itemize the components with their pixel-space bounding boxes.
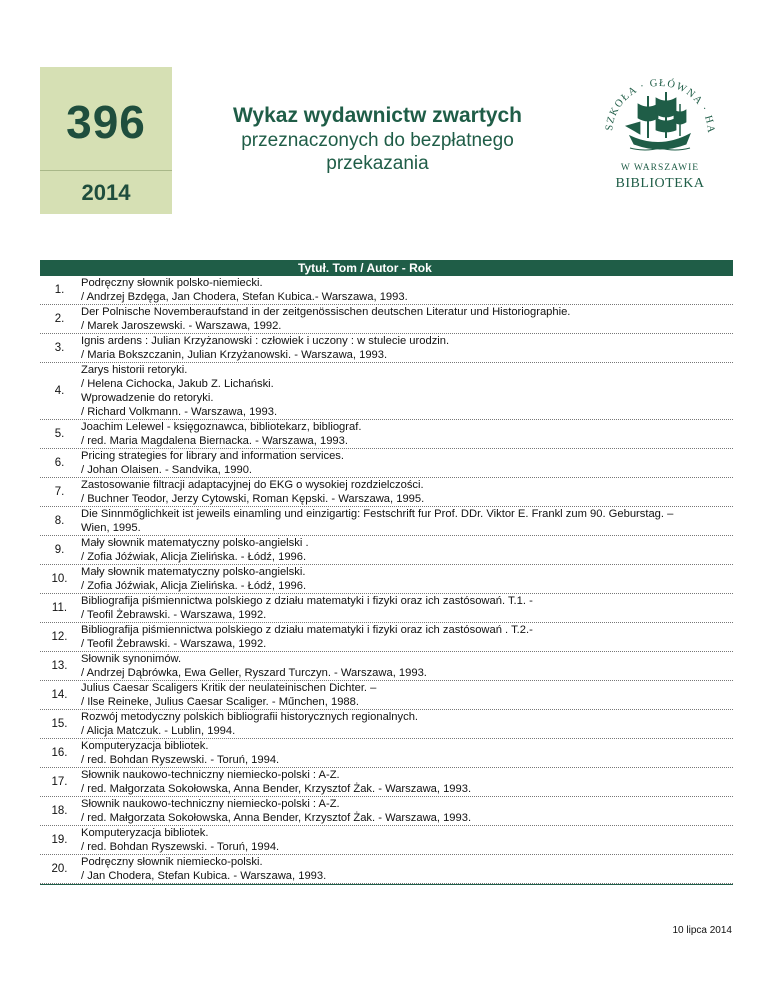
entry-line: Komputeryzacja bibliotek. <box>81 827 209 839</box>
table-row <box>40 420 733 449</box>
entry-line: / Zofia Jóźwiak, Alicja Zielińska. - Łódź, 1996. <box>81 551 307 563</box>
table-row <box>40 449 733 478</box>
entry-line: / red. Bohdan Ryszewski. - Toruń, 1994. <box>81 754 280 766</box>
row-entry <box>79 768 733 796</box>
entry-line: Joachim Lelewel - księgoznawca, bibliotekarz, bibliograf. <box>81 421 362 433</box>
entry-line: Julius Caesar Scaligers Kritik der neulateinischen Dichter. – <box>81 682 377 694</box>
table-row <box>40 594 733 623</box>
entry-line: / Marek Jaroszewski. - Warszawa, 1992. <box>81 320 282 332</box>
entry-line: / Andrzej Bzdęga, Jan Chodera, Stefan Kubica.- Warszawa, 1993. <box>81 291 408 303</box>
row-number: 8. <box>54 515 65 527</box>
entry-line: / Teofil Żebrawski. - Warszawa, 1992. <box>81 638 267 650</box>
row-entry <box>79 652 733 680</box>
entry-line: / red. Małgorzata Sokołowska, Anna Bender, Krzysztof Żak. - Warszawa, 1993. <box>81 812 472 824</box>
row-entry <box>79 449 733 477</box>
entry-line: Mały słownik matematyczny polsko-angielski . <box>81 537 309 549</box>
publications-table <box>40 260 733 885</box>
entry-line: Podręczny słownik niemiecko-polski. <box>81 856 263 868</box>
entry-line: Ignis ardens : Julian Krzyżanowski : człowiek i uczony : w stulecie urodzin. <box>81 335 450 347</box>
row-entry <box>79 363 733 419</box>
entry-line: / Teofil Żebrawski. - Warszawa, 1992. <box>81 609 267 621</box>
row-number: 15. <box>51 718 68 730</box>
entry-line: / red. Bohdan Ryszewski. - Toruń, 1994. <box>81 841 280 853</box>
table-row <box>40 276 733 305</box>
page-title: Wykaz wydawnictw zwartych <box>232 104 523 127</box>
row-entry <box>79 710 733 738</box>
entry-line: Słownik naukowo-techniczny niemiecko-polski : A-Z. <box>81 798 340 810</box>
row-entry <box>79 334 733 362</box>
entry-line: / Maria Bokszczanin, Julian Krzyżanowski. - Warszawa, 1993. <box>81 349 388 361</box>
row-number: 19. <box>51 834 68 846</box>
entry-line: Mały słownik matematyczny polsko-angielski. <box>81 566 306 578</box>
entry-line: / Helena Cichocka, Jakub Z. Lichański. <box>81 378 274 390</box>
row-number: 9. <box>54 544 65 556</box>
entry-line: / Alicja Matczuk. - Lublin, 1994. <box>81 725 236 737</box>
entry-line: / Zofia Jóźwiak, Alicja Zielińska. - Łódź, 1996. <box>81 580 307 592</box>
table-row <box>40 565 733 594</box>
table-header <box>40 260 733 276</box>
table-row <box>40 826 733 855</box>
row-entry <box>79 276 733 304</box>
row-entry <box>79 739 733 767</box>
entry-line: Rozwój metodyczny polskich bibliografii historycznych regionalnych. <box>81 711 419 723</box>
entry-line: / Buchner Teodor, Jerzy Cytowski, Roman Kępski. - Warszawa, 1995. <box>81 493 425 505</box>
table-row <box>40 363 733 420</box>
table-row <box>40 710 733 739</box>
entry-line: Wien, 1995. <box>81 522 141 534</box>
table-row <box>40 536 733 565</box>
row-number: 14. <box>51 689 68 701</box>
entry-line: Wprowadzenie do retoryki. <box>81 392 214 404</box>
row-entry <box>79 565 733 593</box>
row-entry <box>79 681 733 709</box>
entry-line: Der Polnische Novemberaufstand in der zeitgenössischen deutschen Literatur und Historiographie. <box>81 306 571 318</box>
entry-line: / red. Małgorzata Sokołowska, Anna Bender, Krzysztof Żak. - Warszawa, 1993. <box>81 783 472 795</box>
row-number: 1. <box>54 284 65 296</box>
catalog-number: 396 <box>66 96 146 148</box>
table-row <box>40 797 733 826</box>
row-number: 5. <box>54 428 65 440</box>
entry-line: / Johan Olaisen. - Sandvika, 1990. <box>81 464 253 476</box>
row-number: 11. <box>51 602 68 614</box>
table-row <box>40 478 733 507</box>
row-entry <box>79 420 733 448</box>
ship-icon <box>590 64 730 176</box>
row-number: 13. <box>51 660 68 672</box>
row-entry <box>79 623 733 651</box>
table-row <box>40 855 733 884</box>
row-entry <box>79 797 733 825</box>
entry-line: Słownik synonimów. <box>81 653 182 665</box>
entry-line: Komputeryzacja bibliotek. <box>81 740 209 752</box>
row-number: 18. <box>51 805 68 817</box>
library-label: BIBLIOTEKA <box>615 176 705 191</box>
entry-line: Pricing strategies for library and information services. <box>81 450 345 462</box>
table-row <box>40 739 733 768</box>
row-number: 10. <box>51 573 68 585</box>
svg-text:W WARSZAWIE: W WARSZAWIE <box>620 163 700 173</box>
table-row <box>40 652 733 681</box>
table-row <box>40 507 733 536</box>
row-number: 3. <box>54 342 65 354</box>
entry-line: Podręczny słownik polsko-niemiecki. <box>81 277 263 289</box>
entry-line: Bibliografija piśmiennictwa polskiego z działu matematyki i fizyki oraz ich zastósowań. T.1. - <box>81 595 533 607</box>
table-row <box>40 768 733 797</box>
catalog-number-box <box>40 67 172 214</box>
page-heading <box>200 103 555 175</box>
table-row <box>40 305 733 334</box>
row-number: 6. <box>54 457 65 469</box>
entry-line: / Ilse Reineke, Julius Caesar Scaliger. - Műnchen, 1988. <box>81 696 359 708</box>
table-row <box>40 334 733 363</box>
row-entry <box>79 478 733 506</box>
table-row <box>40 681 733 710</box>
row-number: 4. <box>54 385 65 397</box>
entry-line: Bibliografija piśmiennictwa polskiego z działu matematyki i fizyki oraz ich zastósowań . T.2.- <box>81 624 533 636</box>
row-number: 2. <box>54 313 65 325</box>
row-entry <box>79 507 733 535</box>
entry-line: Die Sinnmőglichkeit ist jeweils einamling und einzigartig: Festschrift fur Prof. DDr. Viktor E. Frankl zum 90. Geburstag. – <box>81 508 674 520</box>
table-body <box>40 276 733 884</box>
row-entry <box>79 855 733 883</box>
page-subtitle-line1: przeznaczonych do bezpłatnego <box>241 130 514 151</box>
row-number: 16. <box>51 747 68 759</box>
entry-line: / red. Maria Magdalena Biernacka. - Warszawa, 1993. <box>81 435 348 447</box>
table-header-label: Tytuł. Tom / Autor - Rok <box>298 261 432 275</box>
row-number: 20. <box>51 863 68 875</box>
row-number: 12. <box>51 631 68 643</box>
footer-date: 10 lipca 2014 <box>672 925 732 936</box>
svg-text:SZKOŁA · GŁÓWNA · HANDLOWA: SZKOŁA · GŁÓWNA · HA <box>604 77 717 135</box>
entry-line: / Richard Volkmann. - Warszawa, 1993. <box>81 406 278 418</box>
row-number: 7. <box>54 486 65 498</box>
entry-line: Zastosowanie filtracji adaptacyjnej do EKG o wysokiej rozdzielczości. <box>81 479 424 491</box>
table-bottom-rule <box>40 884 733 885</box>
entry-line: / Andrzej Dąbrówka, Ewa Geller, Ryszard Turczyn. - Warszawa, 1993. <box>81 667 427 679</box>
row-entry <box>79 305 733 333</box>
library-logo <box>590 64 730 200</box>
row-entry <box>79 826 733 854</box>
page-subtitle-line2: przekazania <box>326 153 429 174</box>
row-number: 17. <box>51 776 68 788</box>
row-entry <box>79 536 733 564</box>
row-entry <box>79 594 733 622</box>
table-row <box>40 623 733 652</box>
entry-line: Zarys historii retoryki. <box>81 364 188 376</box>
entry-line: / Jan Chodera, Stefan Kubica. - Warszawa, 1993. <box>81 870 327 882</box>
catalog-year: 2014 <box>40 170 172 215</box>
entry-line: Słownik naukowo-techniczny niemiecko-polski : A-Z. <box>81 769 340 781</box>
